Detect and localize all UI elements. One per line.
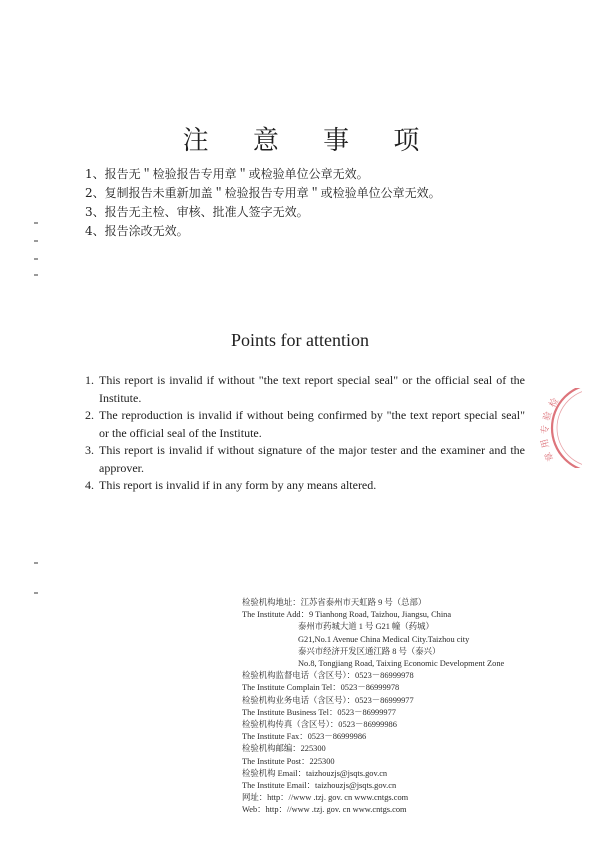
english-notice-list bbox=[85, 372, 525, 495]
margin-mark bbox=[34, 592, 38, 594]
en-address-3: No.8, Tongjiang Road, Taixing Economic Development Zone bbox=[298, 659, 505, 669]
margin-mark bbox=[34, 258, 38, 260]
svg-text:验: 验 bbox=[542, 410, 555, 422]
svg-text:专: 专 bbox=[541, 424, 551, 434]
en-post: The Institute Post：225300 bbox=[242, 756, 335, 766]
official-seal-stamp bbox=[538, 388, 582, 468]
svg-text:用: 用 bbox=[539, 437, 552, 449]
cn-complain-tel: 检验机构监督电话（含区号）：0523－86999978 bbox=[242, 671, 414, 681]
en-item-text: The reproduction is invalid if without being confirmed by "the text report special seal" or the official seal of the Institute. bbox=[99, 408, 525, 440]
cn-address: 检验机构地址：江苏省泰州市天虹路 9 号（总部） bbox=[242, 598, 427, 607]
en-business-tel: The Institute Business Tel：0523－86999977 bbox=[242, 707, 396, 717]
cn-item-1: 1、报告无＂检验报告专用章＂或检验单位公章无效。 bbox=[85, 167, 369, 181]
margin-mark bbox=[34, 222, 38, 224]
margin-mark bbox=[34, 274, 38, 276]
cn-email: 检验机构 Email：taizhouzjs@jsqts.gov.cn bbox=[242, 768, 388, 778]
en-item-text: This report is invalid if without signature of the major tester and the examiner and the approver. bbox=[99, 443, 525, 475]
institute-contact-block bbox=[242, 597, 504, 817]
en-item-2 bbox=[85, 407, 525, 442]
en-complain-tel: The Institute Complain Tel：0523－86999978 bbox=[242, 683, 400, 693]
en-item-number: 1. bbox=[85, 373, 94, 387]
cn-address-2: 泰州市药城大道 1 号 G21 幢（药城） bbox=[298, 622, 434, 632]
en-fax: The Institute Fax：0523－86999986 bbox=[242, 732, 367, 742]
en-website: Web：http：//www .tzj. gov. cn www.cntgs.com bbox=[242, 805, 407, 815]
cn-address-3: 泰兴市经济开发区通江路 8 号（泰兴） bbox=[298, 646, 441, 656]
en-address: The Institute Add：9 Tianhong Road, Taizhou, Jiangsu, China bbox=[242, 610, 452, 620]
en-item-number: 4. bbox=[85, 478, 94, 492]
cn-website: 网址：http：//www .tzj. gov. cn www.cntgs.com bbox=[242, 793, 409, 803]
en-address-2: G21,No.1 Avenue China Medical City.Taizhou city bbox=[298, 634, 470, 644]
margin-mark bbox=[34, 240, 38, 242]
en-item-1 bbox=[85, 372, 525, 407]
en-item-3 bbox=[85, 442, 525, 477]
svg-text:章: 章 bbox=[543, 449, 557, 463]
svg-text:检: 检 bbox=[547, 396, 562, 410]
cn-fax: 检验机构传真（含区号）：0523－86999986 bbox=[242, 720, 397, 730]
en-item-text: This report is invalid if in any form by any means altered. bbox=[99, 478, 377, 492]
chinese-notice-list bbox=[85, 165, 441, 241]
cn-item-2: 2、复制报告未重新加盖＂检验报告专用章＂或检验单位公章无效。 bbox=[85, 186, 441, 200]
en-item-number: 3. bbox=[85, 443, 94, 457]
cn-item-3: 3、报告无主检、审核、批准人签字无效。 bbox=[85, 205, 309, 219]
english-title: Points for attention bbox=[231, 330, 369, 350]
cn-business-tel: 检验机构业务电话（含区号）：0523－86999977 bbox=[242, 695, 414, 705]
en-email: The Institute Email：taizhouzjs@jsqts.gov.cn bbox=[242, 781, 397, 791]
en-item-4 bbox=[85, 477, 525, 495]
cn-item-4: 4、报告涂改无效。 bbox=[85, 224, 189, 238]
en-item-number: 2. bbox=[85, 408, 94, 422]
margin-mark bbox=[34, 562, 38, 564]
chinese-title: 注 意 事 项 bbox=[182, 126, 438, 156]
en-item-text: This report is invalid if without "the text report special seal" or the official seal of the Institute. bbox=[99, 373, 525, 405]
cn-post: 检验机构邮编：225300 bbox=[242, 744, 326, 754]
